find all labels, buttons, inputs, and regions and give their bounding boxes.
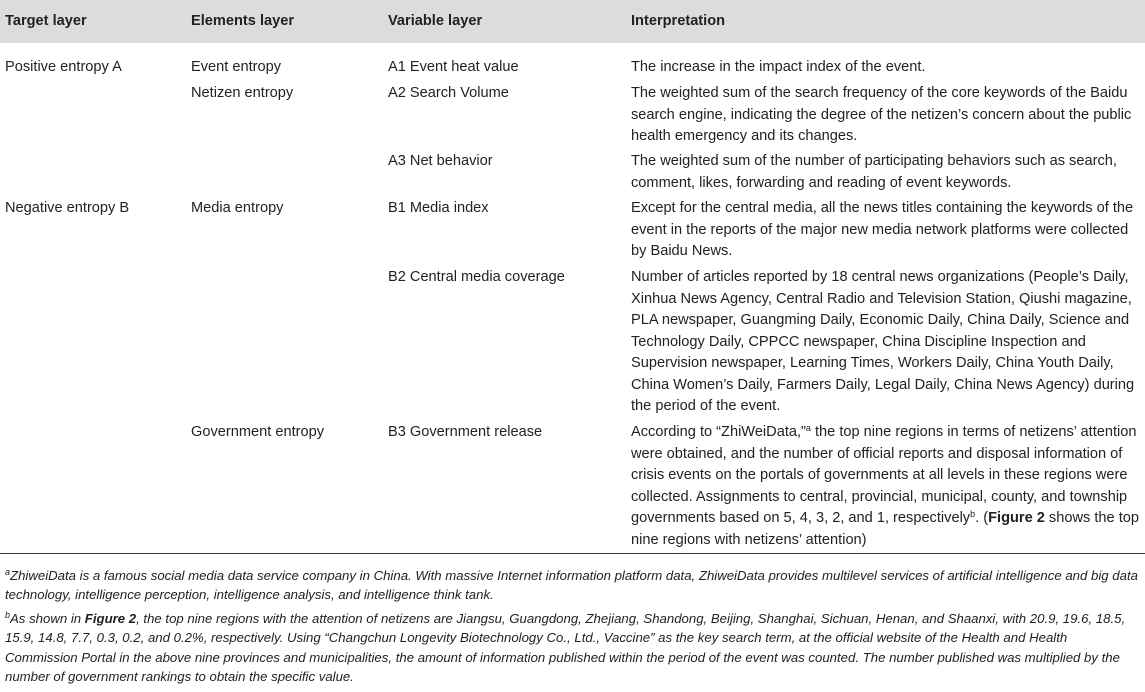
target-cell xyxy=(0,83,186,151)
footnote-b-text: , the top nine regions with the attention of netizens are Jiangsu, Guangdong, Zhejiang, Shandong, Beijing, Shanghai, Sichuan, Henan, and Shaanxi, with 20.9, 19.6, 18.5, 15.9, 14.8, 7.7, 0.3, 0.2, and 0.2%, respectively. Using “Changchun Longevity Biotechnology Co., Ltd., Vaccine” as the key search term, at the official website of the Health and Health Commission Portal in the above nine provinces and municipalities, the amount of information published within the period of the event was counted. The number published was multiplied by the number of government rankings to obtain the specific value. xyxy=(5,610,1126,685)
variable-cell: A2 Search Volume xyxy=(388,85,509,101)
target-cell xyxy=(0,422,186,554)
interpretation-cell: The weighted sum of the search frequency of the core keywords of the Baidu search engine, indicating the degree of the netizen’s concern about the public health emergency and its changes. xyxy=(631,85,1132,144)
interp-text: According to “ZhiWeiData,” xyxy=(631,424,806,440)
figure-reference: Figure 2 xyxy=(988,510,1045,526)
figure-reference: Figure 2 xyxy=(84,610,137,626)
table-row xyxy=(0,198,1145,267)
element-cell xyxy=(186,151,383,198)
variable-cell: A3 Net behavior xyxy=(388,153,493,169)
interp-text: shows the top nine regions with netizens’ attention) xyxy=(631,510,1139,548)
footnote-marker-a: a xyxy=(5,567,11,577)
table-header xyxy=(0,0,1145,43)
element-cell: Media entropy xyxy=(191,200,284,216)
table-row xyxy=(0,267,1145,422)
interpretation-cell: Except for the central media, all the news titles containing the keywords of the event in the reports of the major new media network platforms were collected by Baidu News. xyxy=(631,200,1134,259)
target-cell xyxy=(0,267,186,422)
variable-cell: B1 Media index xyxy=(388,200,489,216)
table-row xyxy=(0,422,1145,554)
table-row xyxy=(0,151,1145,198)
footnote-b xyxy=(5,609,1141,687)
footnote-a-text: ZhiweiData is a famous social media data service company in China. With massive Internet information platform data, ZhiweiData provides multilevel services of artificial intelligence and big data technology, intelligence perception, intelligence analysis, and intelligence think tank. xyxy=(5,568,1138,603)
footnote-ref-b: b xyxy=(970,509,976,519)
interpretation-cell: Number of articles reported by 18 central news organizations (People’s Daily, Xinhua News Agency, Central Radio and Television Station, Qiushi magazine, PLA newspaper, Guangming Daily, Economic Daily, China Daily, Science and Technology Daily, CPPCC newspaper, China Discipline Inspection and Supervision newspaper, Learning Times, Workers Daily, China Youth Daily, China Women’s Daily, Farmers Daily, Legal Daily, China News Agency) during the period of the event. xyxy=(631,269,1135,414)
target-cell: Positive entropy A xyxy=(5,59,122,75)
interpretation-cell: The increase in the impact index of the event. xyxy=(631,59,926,75)
variable-cell: B3 Government release xyxy=(383,422,626,554)
element-cell: Event entropy xyxy=(191,59,282,75)
table-row xyxy=(0,43,1145,83)
footnote-a xyxy=(5,566,1141,605)
interpretation-cell xyxy=(626,422,1145,554)
footnotes xyxy=(5,566,1141,688)
element-cell: Netizen entropy xyxy=(191,85,294,101)
target-cell: Negative entropy B xyxy=(5,200,130,216)
header-interpretation: Interpretation xyxy=(626,0,1145,43)
table-body xyxy=(0,43,1145,554)
footnote-marker-b: b xyxy=(5,609,11,620)
element-cell: Government entropy xyxy=(186,422,383,554)
header-row xyxy=(0,0,1145,43)
variable-cell: B2 Central media coverage xyxy=(388,269,565,285)
footnote-ref-a: a xyxy=(805,423,811,433)
interp-text: the top nine regions in terms of netizens’ attention were obtained, and the number of official reports and disposal information of crisis events on the portals of governments at all levels in these regions were collected. Assignments to central, provincial, municipal, county, and township governments based on 5, 4, 3, 2, and 1, respectively xyxy=(631,424,1137,526)
footnote-b-lead: As shown in xyxy=(10,610,85,626)
table-row xyxy=(0,83,1145,151)
variable-cell: A1 Event heat value xyxy=(388,59,519,75)
target-cell xyxy=(0,151,186,198)
header-target-layer: Target layer xyxy=(0,0,186,43)
header-variable-layer: Variable layer xyxy=(383,0,626,43)
interpretation-cell: The weighted sum of the number of participating behaviors such as search, comment, likes, forwarding and reading of event keywords. xyxy=(631,153,1117,191)
interp-text: . ( xyxy=(975,510,989,526)
element-cell xyxy=(186,267,383,422)
header-elements-layer: Elements layer xyxy=(186,0,383,43)
